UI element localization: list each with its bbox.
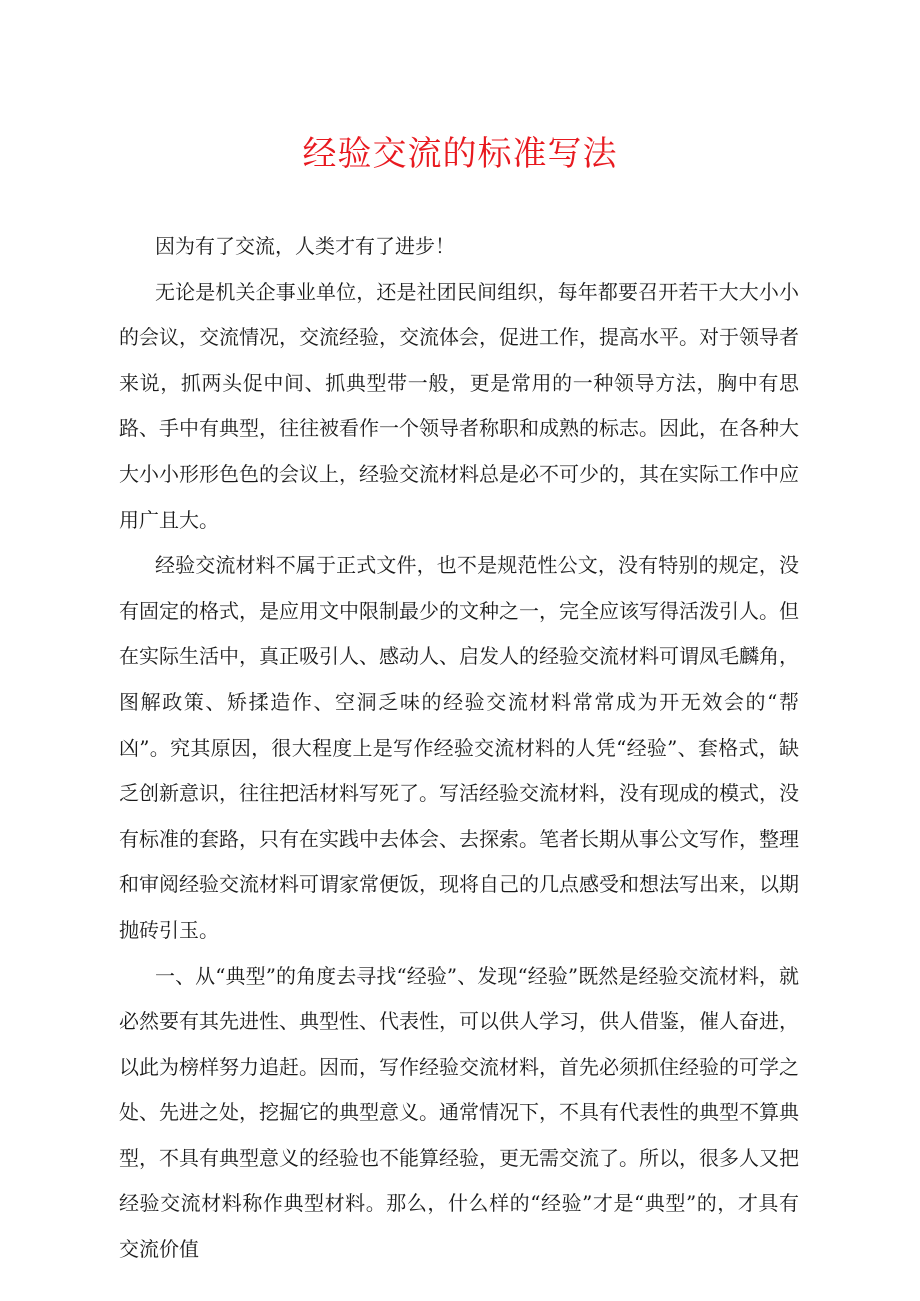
paragraph-section-one: 一、从“典型”的角度去寻找“经验”、发现“经验”既然是经验交流材料，就必然要有其先进性、典型性、代表性，可以供人学习，供人借鉴，催人奋进，以此为榜样努力追赶。因而，写作经验交流材料，首先必须抓住经验的可学之处、先进之处，挖掘它的典型意义。通常情况下，不具有代表性的典型不算典型，不具有典型意义的经验也不能算经验，更无需交流了。所以，很多人又把经验交流材料称作典型材料。那么，什么样的“经验”才是“典型”的，才具有交流价值 bbox=[119, 963, 799, 1262]
paragraph-problem: 经验交流材料不属于正式文件，也不是规范性公文，没有特别的规定，没有固定的格式，是应用文中限制最少的文种之一，完全应该写得活泼引人。但在实际生活中，真正吸引人、感动人、启发人的经验交流材料可谓凤毛麟角，图解政策、矫揉造作、空洞乏味的经验交流材料常常成为开无效会的“帮凶”。究其原因，很大程度上是写作经验交流材料的人凭“经验”、套格式，缺乏创新意识，往往把活材料写死了。写活经验交流材料，没有现成的模式，没有标准的套路，只有在实践中去体会、去探索。笔者长期从事公文写作，整理和审阅经验交流材料可谓家常便饭，现将自己的几点感受和想法写出来，以期抛砖引玉。 bbox=[119, 553, 799, 942]
document-body bbox=[119, 224, 799, 1273]
document-title: 经验交流的标准写法 bbox=[302, 134, 618, 174]
paragraph-background: 无论是机关企事业单位，还是社团民间组织，每年都要召开若干大大小小的会议，交流情况，交流经验，交流体会，促进工作，提高水平。对于领导者来说，抓两头促中间、抓典型带一般，更是常用的一种领导方法，胸中有思路、手中有典型，往往被看作一个领导者称职和成熟的标志。因此，在各种大大小小形形色色的会议上，经验交流材料总是必不可少的，其在实际工作中应用广且大。 bbox=[119, 279, 799, 532]
paragraph-intro: 因为有了交流，人类才有了进步！ bbox=[155, 234, 455, 258]
